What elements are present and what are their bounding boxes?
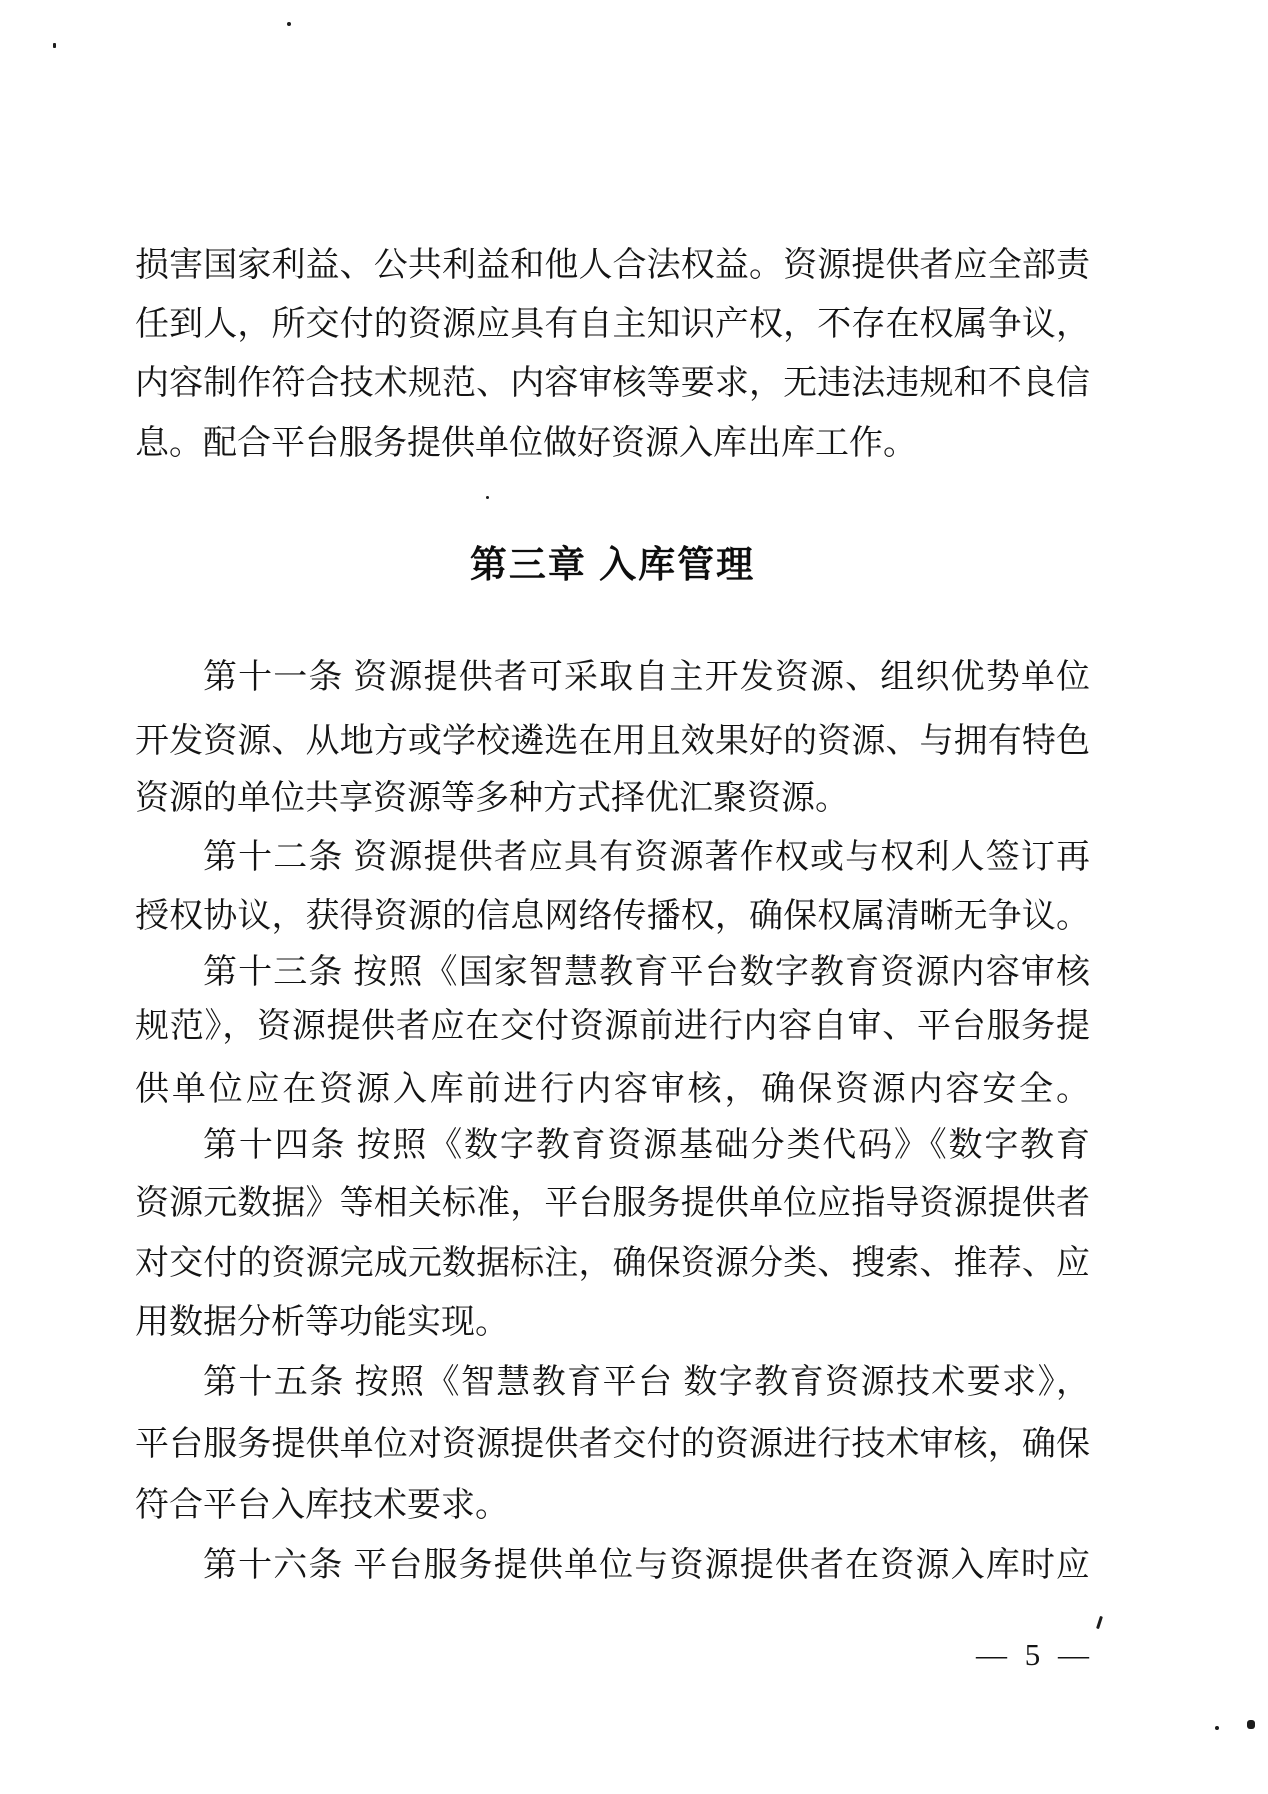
text-line-article-16: 第十六条 平台服务提供单位与资源提供者在资源入库时应	[203, 1547, 1090, 1584]
text-line: 符合平台入库技术要求。	[135, 1487, 509, 1524]
text-line: 授权协议，获得资源的信息网络传播权，确保权属清晰无争议。	[135, 898, 1090, 935]
text-line: 任到人，所交付的资源应具有自主知识产权，不存在权属争议，	[135, 306, 1090, 343]
page-number: — 5 —	[976, 1637, 1094, 1672]
chapter-heading: 第三章 入库管理	[469, 544, 756, 585]
text-line: 供单位应在资源入库前进行内容审核，确保资源内容安全。	[135, 1071, 1090, 1108]
scan-speck	[53, 43, 56, 48]
text-line: 息。配合平台服务提供单位做好资源入库出库工作。	[135, 425, 917, 462]
text-line-article-11: 第十一条 资源提供者可采取自主开发资源、组织优势单位	[203, 659, 1090, 696]
text-line: 对交付的资源完成元数据标注，确保资源分类、搜索、推荐、应	[135, 1245, 1090, 1282]
text-line-article-12: 第十二条 资源提供者应具有资源著作权或与权利人签订再	[203, 839, 1090, 876]
text-line: 规范》，资源提供者应在交付资源前进行内容自审、平台服务提	[135, 1008, 1090, 1045]
text-line: 平台服务提供单位对资源提供者交付的资源进行技术审核，确保	[135, 1426, 1090, 1463]
scan-speck	[1247, 1720, 1255, 1729]
text-line: 用数据分析等功能实现。	[135, 1304, 509, 1341]
scan-speck	[287, 22, 291, 26]
text-line-article-13: 第十三条 按照《国家智慧教育平台数字教育资源内容审核	[203, 954, 1090, 991]
text-line-article-15: 第十五条 按照《智慧教育平台 数字教育资源技术要求》，	[203, 1364, 1090, 1401]
text-line-article-14: 第十四条 按照《数字教育资源基础分类代码》《数字教育	[203, 1127, 1090, 1164]
scan-speck	[486, 496, 489, 499]
text-line: 内容制作符合技术规范、内容审核等要求，无违法违规和不良信	[135, 365, 1090, 402]
text-line: 资源的单位共享资源等多种方式择优汇聚资源。	[135, 780, 849, 817]
text-line: 开发资源、从地方或学校遴选在用且效果好的资源、与拥有特色	[135, 723, 1090, 760]
text-line: 资源元数据》等相关标准，平台服务提供单位应指导资源提供者	[135, 1185, 1090, 1222]
text-line: 损害国家利益、公共利益和他人合法权益。资源提供者应全部责	[135, 247, 1090, 284]
scan-speck	[1215, 1726, 1219, 1730]
scan-speck	[1096, 1616, 1103, 1629]
